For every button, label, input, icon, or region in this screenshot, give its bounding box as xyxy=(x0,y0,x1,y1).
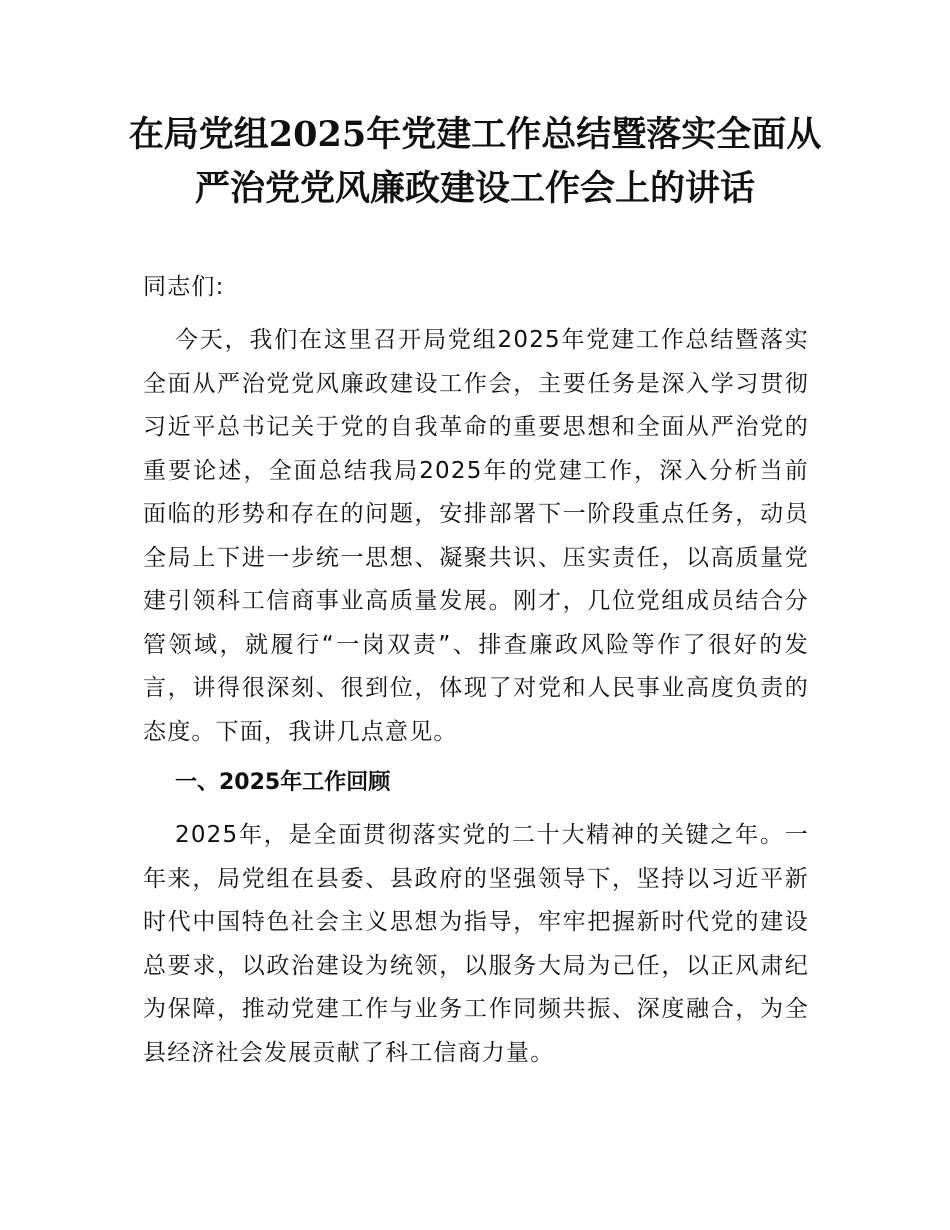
salutation: 同志们: xyxy=(143,274,225,300)
title-line-2: 严治党党风廉政建设工作会上的讲话 xyxy=(194,168,755,209)
paragraph-review: 2025年，是全面贯彻落实党的二十大精神的关键之年。一年来，局党组在县委、县政府的坚强领导下，坚持以习近平新时代中国特色社会主义思想为指导，牢牢把握新时代党的建设总要求，以政治建设为统领，以服务大局为己任，以正风肃纪为保障，推动党建工作与业务工作同频共振、深度融合，为全县经济社会发展贡献了科工信商力量。 xyxy=(143,822,809,1066)
document-title xyxy=(120,108,830,216)
title-line-1: 在局党组2025年党建工作总结暨落实全面从 xyxy=(128,114,822,155)
section-heading-1: 一、2025年工作回顾 xyxy=(175,770,391,795)
paragraph-intro: 今天，我们在这里召开局党组2025年党建工作总结暨落实全面从严治党党风廉政建设工作会，主要任务是深入学习贯彻习近平总书记关于党的自我革命的重要思想和全面从严治党的重要论述，全面总结我局2025年的党建工作，深入分析当前面临的形势和存在的问题，安排部署下一阶段重点任务，动员全局上下进一步统一思想、凝聚共识、压实责任，以高质量党建引领科工信商事业高质量发展。刚才，几位党组成员结合分管领域，就履行“一岗双责”、排查廉政风险等作了很好的发言，讲得很深刻、很到位，体现了对党和人民事业高度负责的态度。下面，我讲几点意见。 xyxy=(143,327,809,745)
